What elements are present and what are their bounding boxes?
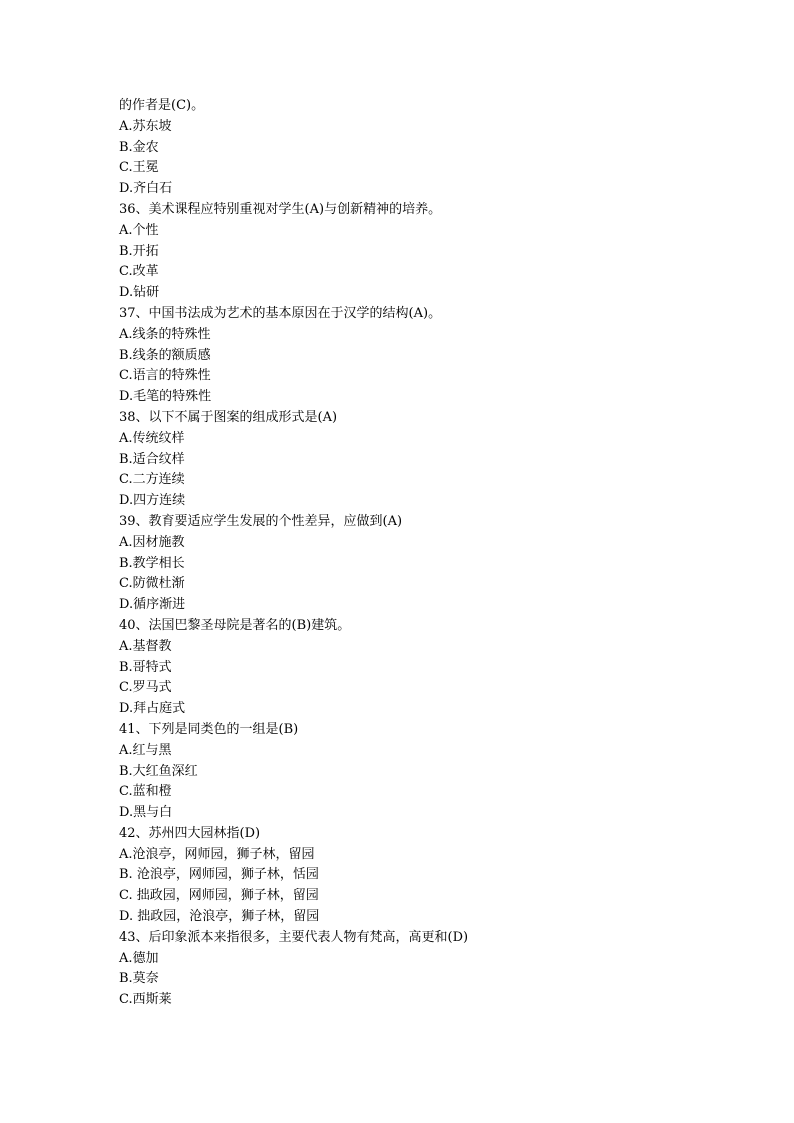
option-a: A.德加	[119, 950, 159, 966]
option-b: B.线条的额质感	[119, 347, 211, 363]
option-b: B.开拓	[119, 243, 159, 259]
question-42: 42、苏州四大园林指(D)	[119, 825, 261, 841]
option-d: D.齐白石	[119, 181, 173, 197]
option-a: A.苏东坡	[119, 118, 172, 134]
option-c: C.防微杜渐	[119, 576, 185, 592]
option-a: A.因材施教	[119, 534, 185, 550]
option-a: A.传统纹样	[119, 430, 185, 446]
option-b: B.大红鱼深红	[119, 763, 198, 779]
option-c: C.改革	[119, 264, 159, 280]
question-38: 38、以下不属于图案的组成形式是(A)	[119, 409, 338, 425]
option-b: B.金农	[119, 139, 159, 155]
question-39: 39、教育要适应学生发展的个性差异，应做到(A)	[119, 513, 403, 529]
option-a: A.沧浪亭，网师园，狮子林，留园	[119, 846, 315, 862]
option-b: B. 沧浪亭，网师园，狮子林，恬园	[119, 867, 319, 883]
option-c: C.西斯莱	[119, 992, 172, 1008]
option-c: C.蓝和橙	[119, 784, 172, 800]
option-d: D.拜占庭式	[119, 701, 186, 717]
option-b: B.教学相长	[119, 555, 185, 571]
option-b: B.莫奈	[119, 971, 159, 987]
option-c: C.王冕	[119, 160, 159, 176]
option-a: A.个性	[119, 222, 159, 238]
option-a: A.线条的特殊性	[119, 326, 211, 342]
option-d: D.四方连续	[119, 493, 186, 509]
option-c: C.二方连续	[119, 472, 185, 488]
question-continuation: 的作者是(C)。	[119, 98, 205, 113]
option-c: C.语言的特殊性	[119, 368, 211, 384]
option-c: C.罗马式	[119, 680, 172, 696]
option-d: D. 拙政园，沧浪亭，狮子林，留园	[119, 909, 320, 925]
option-d: D.毛笔的特殊性	[119, 389, 212, 405]
question-43: 43、后印象派本来指很多，主要代表人物有梵高，高更和(D)	[119, 929, 469, 945]
question-36: 36、美术课程应特别重视对学生(A)与创新精神的培养。	[119, 201, 442, 217]
option-c: C. 拙政园，网师园，狮子林，留园	[119, 888, 319, 904]
option-a: A.基督教	[119, 638, 172, 654]
question-text-block	[119, 96, 719, 1011]
option-b: B.适合纹样	[119, 451, 185, 467]
question-41: 41、下列是同类色的一组是(B)	[119, 721, 299, 737]
option-d: D.钻研	[119, 285, 160, 301]
question-40: 40、法国巴黎圣母院是著名的(B)建筑。	[119, 617, 351, 633]
option-b: B.哥特式	[119, 659, 172, 675]
option-d: D.循序渐进	[119, 597, 186, 613]
option-d: D.黑与白	[119, 805, 173, 821]
question-37: 37、中国书法成为艺术的基本原因在于汉学的结构(A)。	[119, 305, 442, 321]
option-a: A.红与黑	[119, 742, 172, 758]
